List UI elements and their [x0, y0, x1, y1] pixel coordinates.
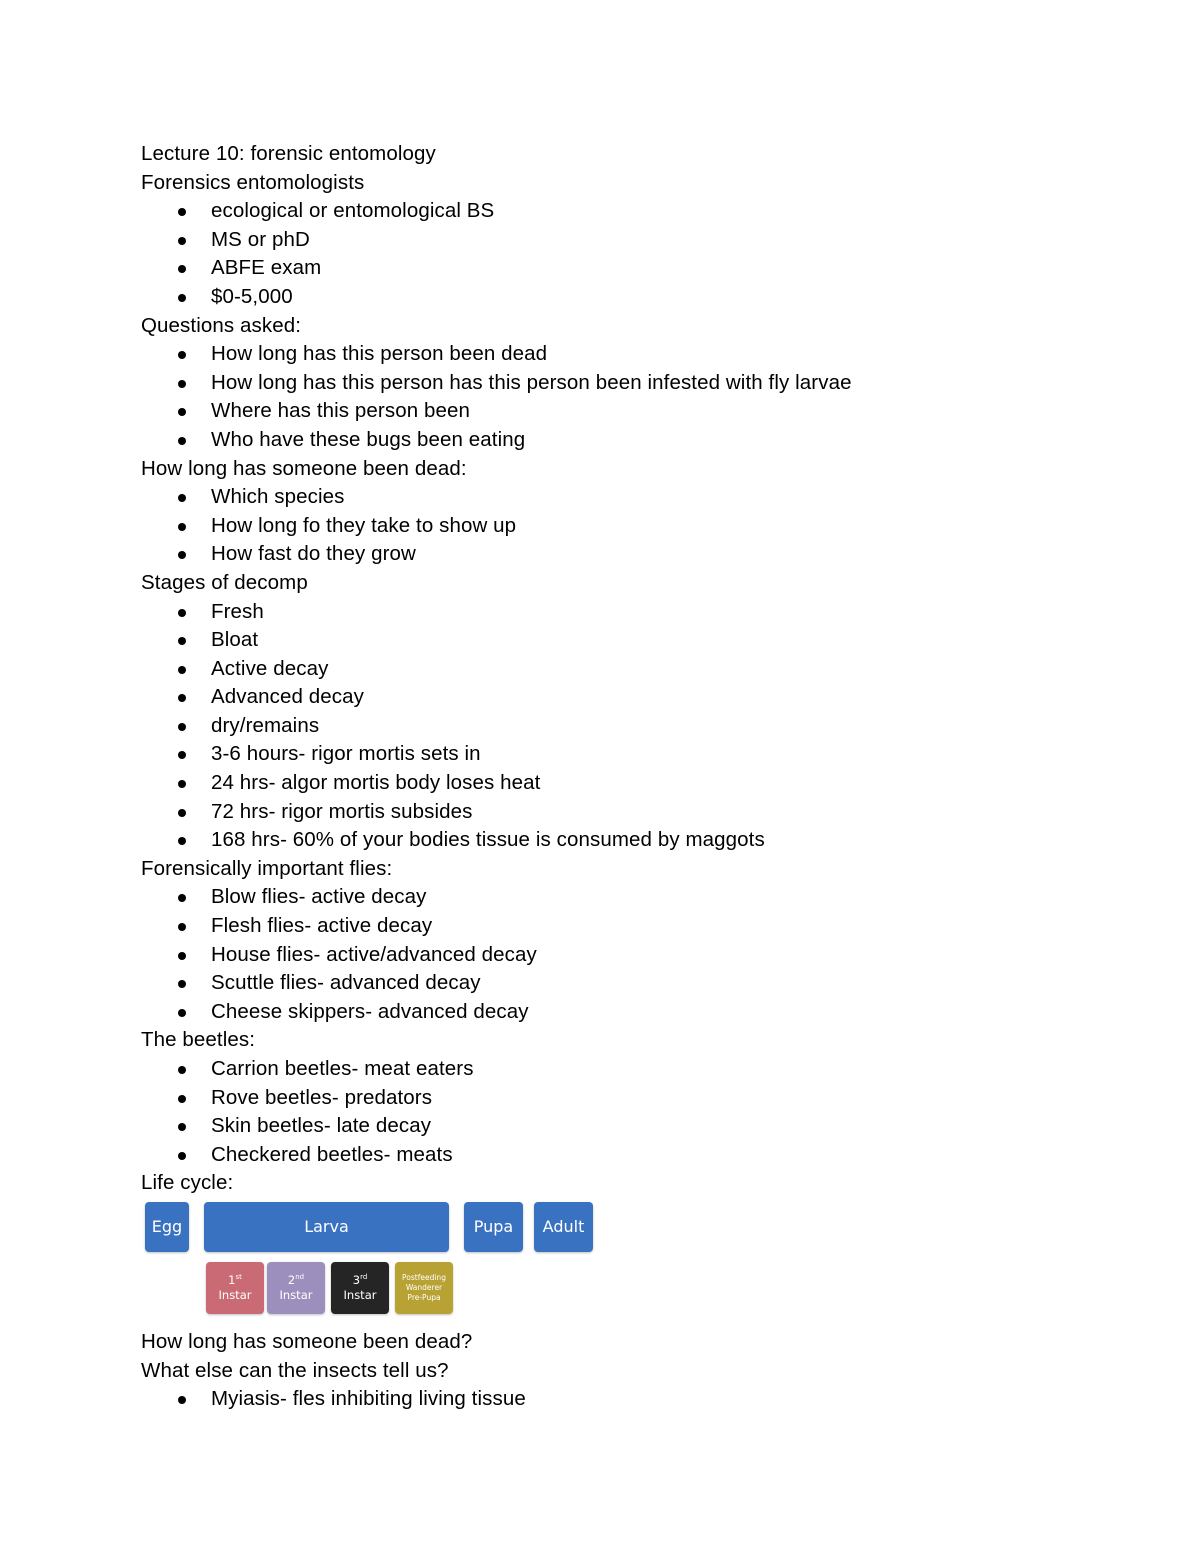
bullet-item [141, 826, 1141, 855]
bullet-text: Cheese skippers- advanced decay [211, 999, 529, 1023]
bullet-text: Bloat [211, 628, 259, 652]
bullet-text: 3-6 hours- rigor mortis sets in [211, 742, 481, 766]
bullet-item [141, 769, 1141, 798]
bullet-dot-icon [178, 780, 186, 788]
bullet-text: ABFE exam [211, 256, 322, 280]
instar-number [288, 1273, 304, 1288]
bullet-item [141, 883, 1141, 912]
bullet-text: 72 hrs- rigor mortis subsides [211, 799, 473, 823]
bullet-dot-icon [178, 723, 186, 731]
section-heading: What else can the insects tell us? [141, 1358, 449, 1382]
bullet-item [141, 254, 1141, 283]
section-heading: Forensically important flies: [141, 856, 393, 880]
bullet-text: Advanced decay [211, 685, 364, 709]
bullet-item [141, 340, 1141, 369]
instar-number-digit: 2 [287, 1272, 296, 1287]
bullet-item [141, 197, 1141, 226]
bullet-item [141, 426, 1141, 455]
bullet-dot-icon [178, 1066, 186, 1074]
bullet-dot-icon [178, 437, 186, 445]
bullet-text: Blow flies- active decay [211, 885, 427, 909]
bullet-dot-icon [178, 351, 186, 359]
bullet-dot-icon [178, 237, 186, 245]
bullet-dot-icon [178, 666, 186, 674]
instar-word: Instar [218, 1287, 252, 1302]
life-cycle-diagram [141, 1200, 1141, 1328]
bullet-item [141, 540, 1141, 569]
bullet-text: Checkered beetles- meats [211, 1142, 453, 1166]
postfeeding-prepupa-box [395, 1262, 453, 1314]
section-heading: Stages of decomp [141, 570, 308, 594]
instar-number-digit: 3 [352, 1272, 361, 1287]
bullet-dot-icon [178, 1095, 186, 1103]
bullet-text: How long has this person has this person been infested with fly larvae [211, 370, 852, 394]
section-heading: The beetles: [141, 1028, 256, 1052]
section-heading: Life cycle: [141, 1171, 234, 1195]
bullet-text: dry/remains [211, 713, 320, 737]
bullet-text: Which species [211, 485, 345, 509]
section-heading: Lecture 10: forensic entomology [141, 142, 436, 165]
bullet-item [141, 1055, 1141, 1084]
bullet-dot-icon [178, 1396, 186, 1404]
bullet-item [141, 598, 1141, 627]
section-heading: Forensics entomologists [141, 170, 365, 194]
adult-box: Adult [534, 1202, 593, 1252]
bullet-text: Carrion beetles- meat eaters [211, 1057, 474, 1080]
bullet-text: $0-5,000 [211, 284, 293, 308]
instar-label-line3: Pre-Pupa [407, 1292, 441, 1302]
instar-number-suffix: st [235, 1273, 242, 1282]
second-instar-box [267, 1262, 325, 1314]
bullet-text: How long has this person been dead [211, 342, 548, 366]
bullet-dot-icon [178, 952, 186, 960]
bullet-dot-icon [178, 837, 186, 845]
bullet-item [141, 226, 1141, 255]
bullet-item [141, 483, 1141, 512]
bullet-dot-icon [178, 494, 186, 502]
bullet-text: ecological or entomological BS [211, 199, 495, 223]
bullet-text: Where has this person been [211, 399, 470, 423]
bullet-text: MS or phD [211, 227, 310, 251]
bullet-dot-icon [178, 1009, 186, 1017]
bullet-dot-icon [178, 208, 186, 216]
egg-box: Egg [145, 1202, 189, 1252]
bullet-item [141, 969, 1141, 998]
bullet-dot-icon [178, 408, 186, 416]
first-instar-box [206, 1262, 264, 1314]
bullet-item [141, 655, 1141, 684]
bullet-dot-icon [178, 609, 186, 617]
bullet-text: House flies- active/advanced decay [211, 942, 537, 966]
section-heading: How long has someone been dead: [141, 456, 467, 480]
instar-number-suffix: nd [295, 1273, 305, 1282]
bullet-dot-icon [178, 894, 186, 902]
bullet-text: Rove beetles- predators [211, 1085, 433, 1109]
instar-label-line2: Wanderer [405, 1282, 443, 1292]
bullet-text: Myiasis- fles inhibiting living tissue [211, 1387, 526, 1411]
pupa-box: Pupa [464, 1202, 523, 1252]
instar-word: Instar [343, 1287, 377, 1302]
bullet-dot-icon [178, 980, 186, 988]
instar-word: Instar [279, 1287, 313, 1302]
bullet-dot-icon [178, 809, 186, 817]
instar-number [228, 1273, 242, 1288]
bullet-text: Skin beetles- late decay [211, 1114, 432, 1138]
bullet-text: Who have these bugs been eating [211, 427, 526, 451]
bullet-item [141, 1141, 1141, 1170]
bullet-dot-icon [178, 637, 186, 645]
bullet-dot-icon [178, 751, 186, 759]
bullet-item [141, 1084, 1141, 1113]
bullet-text: Flesh flies- active decay [211, 914, 433, 938]
bullet-dot-icon [178, 1123, 186, 1131]
bullet-item [141, 1112, 1141, 1141]
bullet-text: Active decay [211, 656, 329, 680]
instar-label-line1: Postfeeding [402, 1272, 446, 1282]
bullet-text: 24 hrs- algor mortis body loses heat [211, 771, 541, 795]
bullet-text: 168 hrs- 60% of your bodies tissue is consumed by maggots [211, 828, 765, 852]
bullet-item [141, 369, 1141, 398]
larva-box: Larva [204, 1202, 449, 1252]
section-heading: How long has someone been dead? [141, 1329, 473, 1353]
bullet-item [141, 512, 1141, 541]
bullet-item [141, 683, 1141, 712]
bullet-item [141, 941, 1141, 970]
bullet-dot-icon [178, 294, 186, 302]
bullet-text: How fast do they grow [211, 542, 416, 566]
bullet-item [141, 283, 1141, 312]
section-heading: Questions asked: [141, 313, 301, 337]
bullet-item [141, 397, 1141, 426]
bullet-item [141, 998, 1141, 1027]
bullet-dot-icon [178, 380, 186, 388]
bullet-text: How long fo they take to show up [211, 513, 517, 537]
bullet-item [141, 912, 1141, 941]
bullet-text: Scuttle flies- advanced decay [211, 971, 481, 995]
bullet-item [141, 626, 1141, 655]
bullet-item [141, 798, 1141, 827]
bullet-item [141, 1385, 1141, 1414]
bullet-dot-icon [178, 551, 186, 559]
bullet-dot-icon [178, 923, 186, 931]
instar-number-suffix: rd [360, 1273, 368, 1282]
bullet-item [141, 740, 1141, 769]
bullet-dot-icon [178, 1152, 186, 1160]
bullet-dot-icon [178, 523, 186, 531]
bullet-dot-icon [178, 265, 186, 273]
third-instar-box [331, 1262, 389, 1314]
instar-number-digit: 1 [228, 1272, 236, 1287]
bullet-item [141, 712, 1141, 741]
bullet-dot-icon [178, 694, 186, 702]
instar-number [353, 1273, 368, 1288]
bullet-text: Fresh [211, 599, 264, 623]
document-page [141, 140, 1141, 1414]
